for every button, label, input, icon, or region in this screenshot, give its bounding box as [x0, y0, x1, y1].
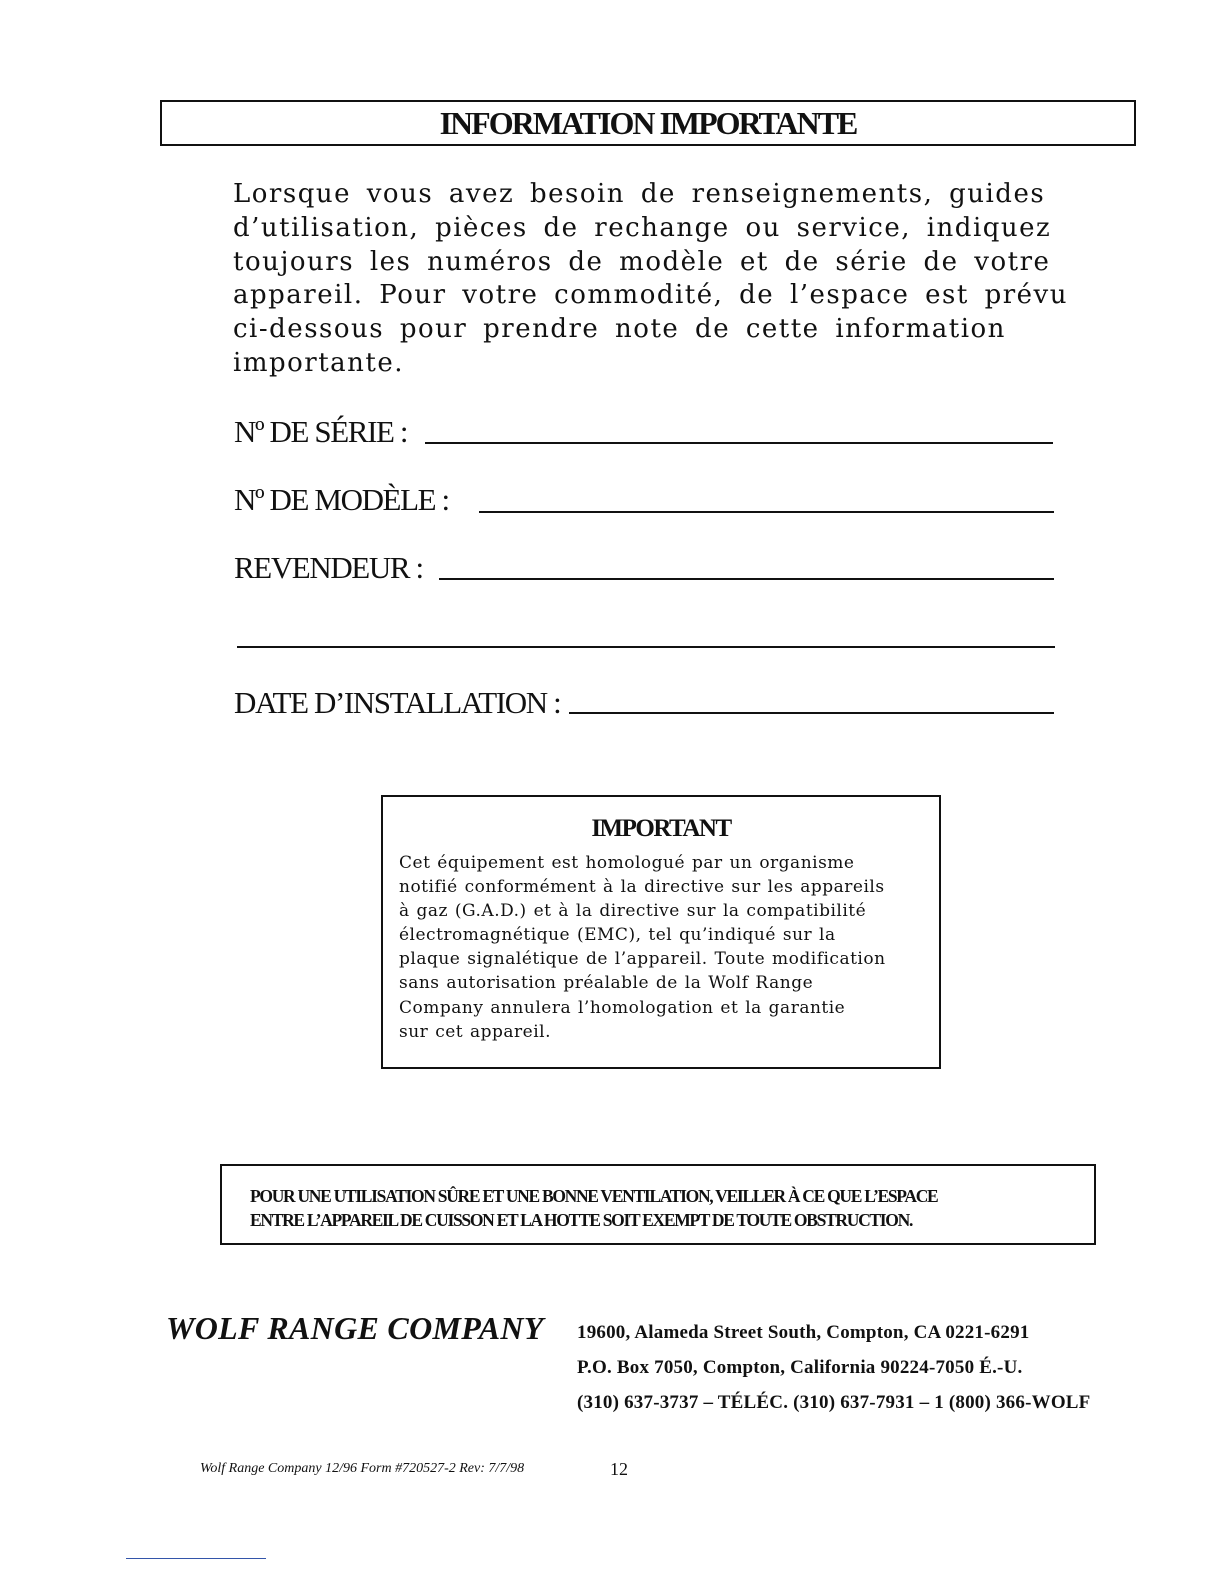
- company-address-line1: 19600, Alameda Street South, Compton, CA 0221-6291: [577, 1322, 1030, 1343]
- install-date-label: DATE D’INSTALLATION :: [234, 685, 561, 720]
- important-title: IMPORTANT: [591, 815, 731, 842]
- important-line: électromagnétique (EMC), tel qu’indiqué sur la: [399, 925, 836, 946]
- important-line: sur cet appareil.: [399, 1021, 552, 1042]
- company-address-line2: P.O. Box 7050, Compton, California 90224-7050 É.-U.: [577, 1357, 1023, 1378]
- ventilation-warning-text: [250, 1184, 1080, 1232]
- important-line: Company annulera l’homologation et la garantie: [399, 997, 846, 1018]
- dealer-field[interactable]: [439, 578, 1054, 580]
- important-line: plaque signalétique de l’appareil. Toute modification: [399, 949, 886, 970]
- model-number-field[interactable]: [479, 511, 1054, 513]
- page-title: INFORMATION IMPORTANTE: [439, 104, 857, 141]
- intro-line: importante.: [233, 347, 404, 378]
- dealer-label: REVENDEUR :: [234, 550, 423, 585]
- page-number: 12: [610, 1459, 628, 1479]
- important-line: sans autorisation préalable de la Wolf Range: [399, 973, 814, 994]
- serial-number-label: Nº DE SÉRIE :: [234, 414, 408, 449]
- warning-line: ENTRE L’APPAREIL DE CUISSON ET LA HOTTE SOIT EXEMPT DE TOUTE OBSTRUCTION.: [250, 1210, 913, 1230]
- intro-line: ci-dessous pour prendre note de cette information: [233, 314, 1006, 345]
- warning-line: POUR UNE UTILISATION SÛRE ET UNE BONNE VENTILATION, VEILLER À CE QUE L’ESPACE: [250, 1186, 938, 1206]
- company-name: WOLF RANGE COMPANY: [166, 1310, 544, 1346]
- intro-paragraph: [233, 178, 1068, 381]
- important-notice-box: [381, 795, 941, 1069]
- bottom-divider: [126, 1558, 266, 1559]
- intro-line: Lorsque vous avez besoin de renseignements, guides: [233, 179, 1046, 209]
- intro-line: appareil. Pour votre commodité, de l’espace est prévu: [233, 280, 1068, 311]
- serial-number-field[interactable]: [425, 442, 1053, 444]
- install-date-field[interactable]: [569, 712, 1054, 714]
- model-number-label: Nº DE MODÈLE :: [234, 482, 449, 517]
- form-reference: Wolf Range Company 12/96 Form #720527-2 Rev: 7/7/98: [200, 1461, 525, 1476]
- important-line: à gaz (G.A.D.) et à la directive sur la compatibilité: [399, 901, 867, 922]
- important-line: Cet équipement est homologué par un organisme: [399, 853, 855, 873]
- title-box: [160, 100, 1136, 146]
- important-line: notifié conformément à la directive sur les appareils: [399, 877, 885, 898]
- important-body: [399, 851, 939, 1044]
- intro-line: d’utilisation, pièces de rechange ou service, indiquez: [233, 212, 1052, 243]
- company-phone-line: (310) 637-3737 – TÉLÉC. (310) 637-7931 – 1 (800) 366-WOLF: [577, 1392, 1091, 1413]
- ventilation-warning-box: [220, 1164, 1096, 1245]
- dealer-field-second-line[interactable]: [237, 646, 1055, 648]
- intro-line: toujours les numéros de modèle et de série de votre: [233, 246, 1051, 277]
